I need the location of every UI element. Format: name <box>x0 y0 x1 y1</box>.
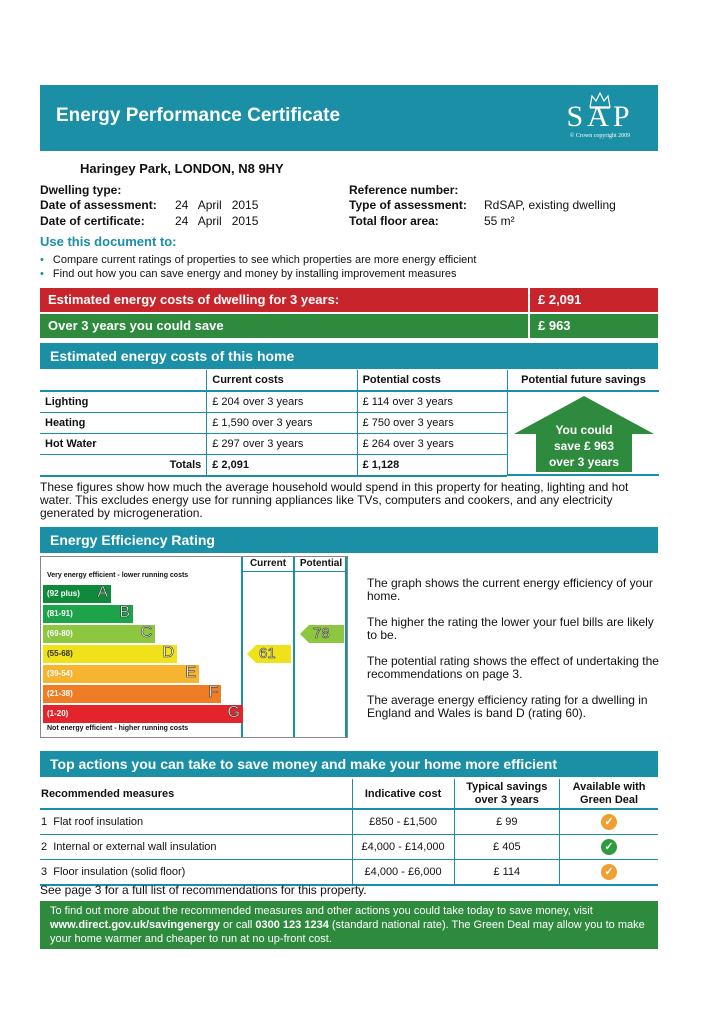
eer-band-letter: B <box>119 604 130 621</box>
eer-band-b <box>43 605 133 623</box>
actions-table <box>40 779 658 886</box>
table-row <box>40 860 658 886</box>
action-cost: £4,000 - £6,000 <box>352 860 454 886</box>
savings-line: save £ 963 <box>553 439 615 453</box>
costs-col-current: Current costs <box>207 370 357 391</box>
could-save-label: Over 3 years you could save <box>48 318 224 333</box>
eer-paragraph: The potential rating shows the effect of undertaking the recommendations on page 3. <box>367 654 659 681</box>
use-doc-heading: Use this document to: <box>40 234 177 249</box>
could-save-value: £ 963 <box>528 314 658 338</box>
sap-logo <box>558 95 642 145</box>
eer-potential-column <box>295 557 347 737</box>
eer-band-letter: G <box>227 704 240 721</box>
date-certificate-label: Date of certificate: <box>40 214 145 228</box>
see-page-note: See page 3 for a full list of recommendations for this property. <box>40 883 367 897</box>
green-tick-icon: ✓ <box>601 839 617 855</box>
eer-band-range: (55-68) <box>47 649 73 658</box>
eer-band-e <box>43 665 199 683</box>
eer-potential-arrow <box>300 625 344 643</box>
eer-band-c <box>43 625 155 643</box>
eer-band-f <box>43 685 221 703</box>
table-row <box>40 413 507 434</box>
reference-label: Reference number: <box>349 183 459 197</box>
cost-row-current: £ 297 over 3 years <box>207 434 357 455</box>
totals-row <box>40 455 507 477</box>
costs-table <box>40 370 507 477</box>
cost-row-name: Lighting <box>45 396 89 408</box>
estimated-cost-value: £ 2,091 <box>528 288 658 312</box>
date-assessment-label: Date of assessment: <box>40 198 157 212</box>
eer-band-letter: C <box>140 624 152 641</box>
costs-col-blank <box>40 370 207 391</box>
footer-link[interactable]: www.direct.gov.uk/savingenergy <box>50 919 220 931</box>
savings-line: You could <box>555 423 613 437</box>
eer-band-range: (39-54) <box>47 669 73 678</box>
type-assessment-label: Type of assessment: <box>349 198 467 212</box>
eer-potential-value: 78 <box>313 625 330 642</box>
eer-bottom-label: Not energy efficient - higher running costs <box>47 725 189 732</box>
eer-current-arrow <box>247 645 291 663</box>
eer-band-letter: E <box>185 664 196 681</box>
orange-tick-icon: ✓ <box>601 864 617 880</box>
cost-row-potential: £ 114 over 3 years <box>357 391 507 413</box>
header-banner <box>40 85 658 151</box>
action-savings: £ 99 <box>454 809 560 835</box>
cost-row-current: £ 204 over 3 years <box>207 391 357 413</box>
footer-banner <box>40 901 658 949</box>
eer-band-range: (69-80) <box>47 629 73 638</box>
bullet-icon: • <box>40 254 44 266</box>
savings-arrow-text <box>514 422 654 470</box>
future-savings-cell <box>507 370 659 476</box>
action-measure: 3 Floor insulation (solid floor) <box>41 866 186 878</box>
eer-band-g <box>43 705 243 723</box>
eer-paragraph: The average energy efficiency rating for a dwelling in England and Wales is band D (rating 60). <box>367 693 648 720</box>
costs-col-future: Potential future savings <box>508 370 659 392</box>
cost-row-name: Hot Water <box>45 438 97 450</box>
property-address: Haringey Park, LONDON, N8 9HY <box>80 161 284 176</box>
footer-text: To find out more about the recommended measures and other actions you could take today to save money, visit <box>50 905 593 917</box>
eer-band-range: (92 plus) <box>47 589 80 598</box>
sap-copyright: © Crown copyright 2009 <box>569 133 631 139</box>
totals-label: Totals <box>169 459 202 471</box>
eer-band-d <box>43 645 177 663</box>
table-row <box>40 434 507 455</box>
estimated-cost-bar <box>40 288 658 312</box>
totals-current: £ 2,091 <box>207 455 357 477</box>
eer-chart <box>40 556 348 738</box>
eer-bands <box>43 585 241 725</box>
table-row <box>40 391 507 413</box>
eer-explanation <box>367 577 659 720</box>
actions-heading: Top actions you can take to save money and make your home more efficient <box>50 756 557 772</box>
use-doc-bullet: • Compare current ratings of properties to see which properties are more energy efficient <box>40 254 477 266</box>
action-cost: £850 - £1,500 <box>352 809 454 835</box>
actions-section-header <box>40 751 658 777</box>
totals-potential: £ 1,128 <box>357 455 507 477</box>
table-row <box>40 809 658 835</box>
action-cost: £4,000 - £14,000 <box>352 835 454 860</box>
eer-paragraph: The higher the rating the lower your fuel bills are likely to be. <box>367 615 654 642</box>
bullet-icon: • <box>40 268 44 280</box>
footer-phone: 0300 123 1234 <box>255 919 329 931</box>
eer-band-range: (21-38) <box>47 689 73 698</box>
eer-col-potential: Potential <box>299 558 343 569</box>
date-assessment-value: 24 April 2015 <box>175 198 259 212</box>
eer-col-current: Current <box>249 558 287 569</box>
actions-col-green-deal: Available with Green Deal <box>560 779 658 809</box>
actions-col-savings: Typical savings over 3 years <box>454 779 560 809</box>
could-save-bar <box>40 314 658 338</box>
cost-row-potential: £ 264 over 3 years <box>357 434 507 455</box>
eer-top-label: Very energy efficient - lower running costs <box>47 572 189 579</box>
actions-col-measures: Recommended measures <box>41 787 175 800</box>
type-assessment-value: RdSAP, existing dwelling <box>484 198 616 212</box>
use-doc-bullet: • Find out how you can save energy and money by installing improvement measures <box>40 268 457 280</box>
eer-band-range: (1-20) <box>47 709 69 718</box>
date-certificate-value: 24 April 2015 <box>175 214 259 228</box>
orange-tick-icon: ✓ <box>601 814 617 830</box>
eer-heading: Energy Efficiency Rating <box>50 532 215 548</box>
eer-current-value: 61 <box>259 645 276 662</box>
floor-area-label: Total floor area: <box>349 214 439 228</box>
eer-band-range: (81-91) <box>47 609 73 618</box>
costs-section-header <box>40 343 658 369</box>
eer-band-letter: D <box>162 644 174 661</box>
action-measure: 1 Flat roof insulation <box>41 816 144 828</box>
costs-col-potential: Potential costs <box>357 370 507 391</box>
eer-section-header <box>40 527 658 553</box>
action-savings: £ 114 <box>454 860 560 886</box>
costs-note: These figures show how much the average household would spend in this property for heating, lighting and hot water. This excludes energy use for running appliances like TVs, computers and cookers, and any electricity generated by microgeneration. <box>40 480 629 520</box>
cost-row-current: £ 1,590 over 3 years <box>207 413 357 434</box>
action-savings: £ 405 <box>454 835 560 860</box>
page-title: Energy Performance Certificate <box>56 105 341 126</box>
crown-icon <box>588 91 612 109</box>
footer-text: or call <box>219 919 256 931</box>
eer-band-letter: F <box>208 684 218 701</box>
eer-band-a <box>43 585 111 603</box>
costs-heading: Estimated energy costs of this home <box>50 348 295 364</box>
cost-row-potential: £ 750 over 3 years <box>357 413 507 434</box>
eer-paragraph: The graph shows the current energy efficiency of your home. <box>367 576 653 603</box>
cost-row-name: Heating <box>45 417 86 429</box>
sap-logo-text: SAP <box>566 100 634 133</box>
eer-band-letter: A <box>97 584 108 601</box>
dwelling-type-label: Dwelling type: <box>40 183 122 197</box>
estimated-cost-label: Estimated energy costs of dwelling for 3 years: <box>48 292 340 307</box>
footer-text: (standard national rate). The Green Deal may allow you to make your home warmer and cheaper to run at no up-front cost. <box>50 919 645 945</box>
table-row <box>40 835 658 860</box>
actions-col-cost: Indicative cost <box>352 779 454 809</box>
savings-line: over 3 years <box>548 455 620 469</box>
action-measure: 2 Internal or external wall insulation <box>41 841 217 853</box>
floor-area-value: 55 m² <box>484 214 515 228</box>
